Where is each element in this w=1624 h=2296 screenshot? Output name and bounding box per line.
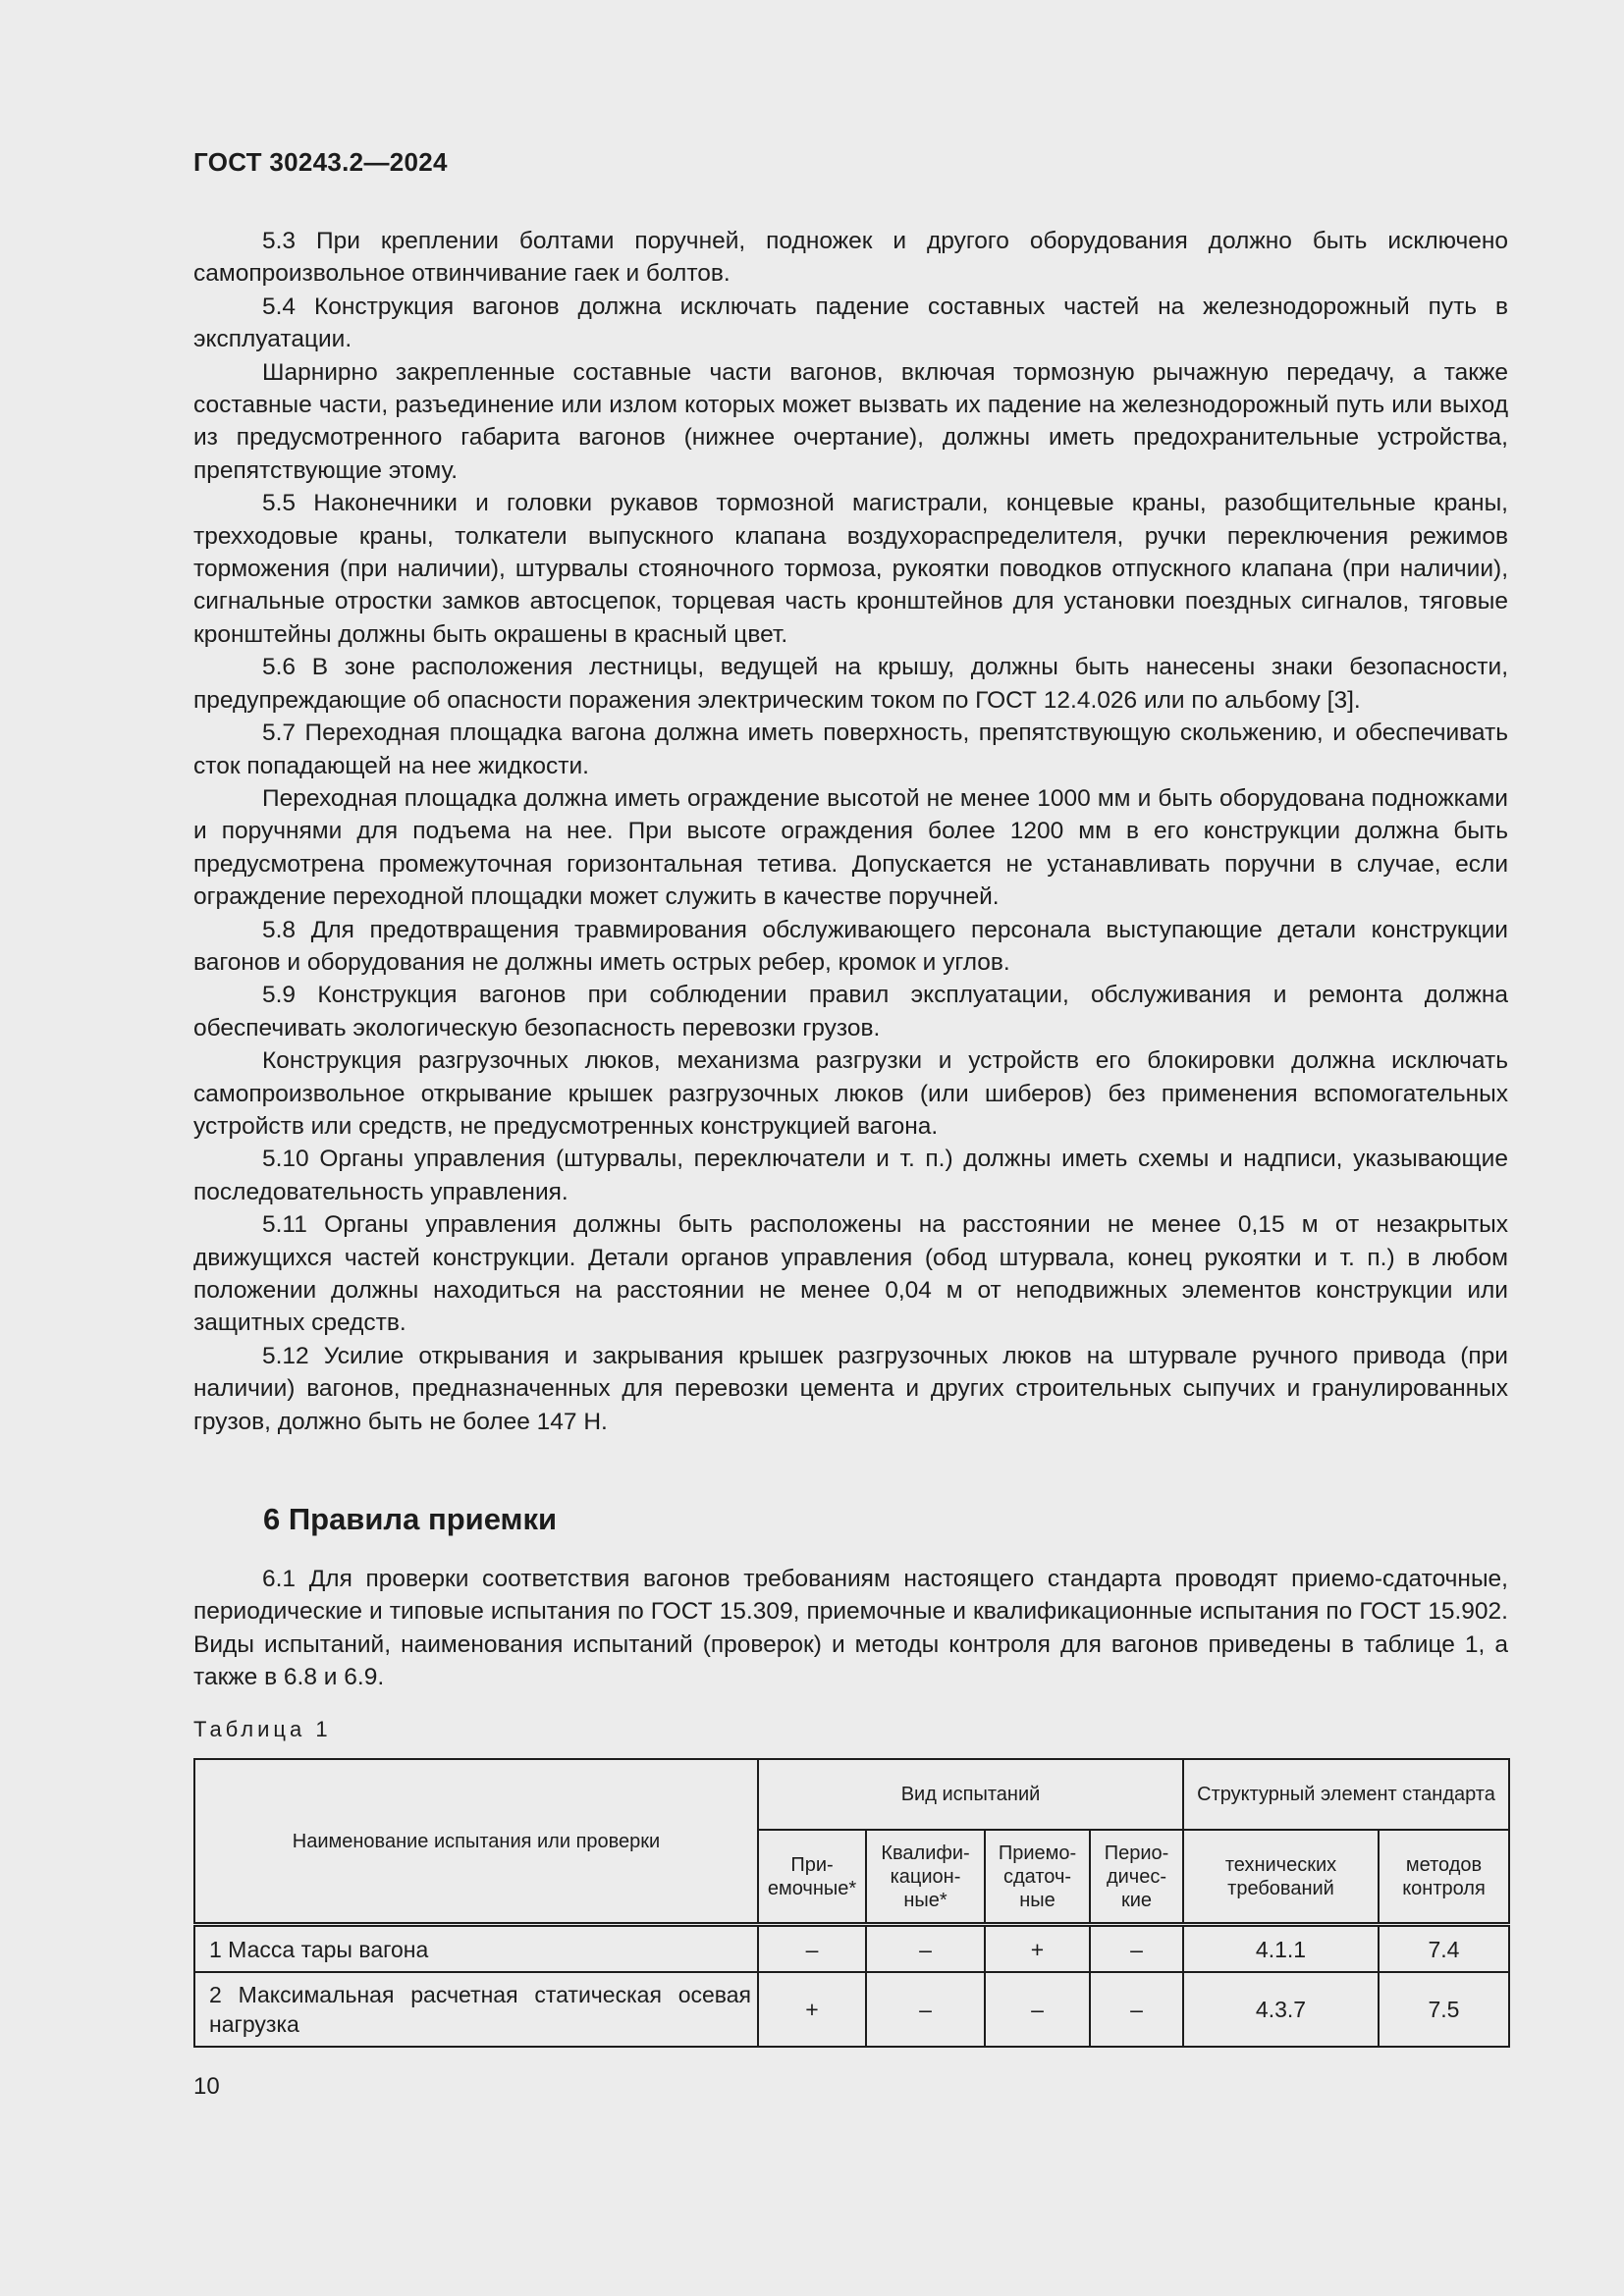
paragraph-5-12: 5.12 Усилие открывания и закрывания крышек разгрузочных люков на штурвале ручного привода (при наличии) вагонов, предназначенных для перевозки цемента и других строительных сыпучих и гранулированных грузов, должно быть не более 147 Н. xyxy=(193,1342,1508,1435)
paragraph-5-7-cont: Переходная площадка должна иметь ограждение высотой не менее 1000 мм и быть оборудована подножками и поручнями для подъема на нее. При высоте ограждения более 1200 мм в его конструкции должна быть предусмотрена промежуточная горизонтальная тетива. Допускается не устанавливать поручни в случае, если ограждение переходной площадки может служить в качестве поручней. xyxy=(193,784,1508,911)
table-cell: – xyxy=(758,1925,866,1973)
paragraph-5-7: 5.7 Переходная площадка вагона должна иметь поверхность, препятствующую скольжению, и обеспечивать сток попадающей на нее жидкости. xyxy=(193,720,1508,779)
document-id-header: ГОСТ 30243.2—2024 xyxy=(193,147,448,177)
header-control-methods: методов контроля xyxy=(1379,1830,1509,1925)
table-cell: 4.1.1 xyxy=(1183,1925,1379,1973)
paragraph-5-9: 5.9 Конструкция вагонов при соблюдении правил эксплуатации, обслуживания и ремонта должна обеспечивать экологическую безопасность перевозки грузов. xyxy=(193,982,1508,1041)
table-cell: 4.3.7 xyxy=(1183,1972,1379,2047)
header-standard-element: Структурный элемент стандарта xyxy=(1183,1759,1509,1830)
paragraph-5-5: 5.5 Наконечники и головки рукавов тормозной магистрали, концевые краны, разобщительные краны, трехходовые краны, толкатели выпускного клапана воздухораспределителя, ручки переключения режимов торможения (при наличии), штурвалы стояночного тормоза, рукоятки поводков отпускного клапана (при наличии), сигнальные отростки замков автосцепок, торцевая часть кронштейнов для установки поездных сигналов, тяговые кронштейны должны быть окрашены в красный цвет. xyxy=(193,490,1508,648)
row-name: 1 Масса тары вагона xyxy=(194,1925,758,1973)
table-cell: + xyxy=(985,1925,1090,1973)
header-technical-requirements: технических требований xyxy=(1183,1830,1379,1925)
header-qualification: Квалифи- кацион- ные* xyxy=(866,1830,985,1925)
table-cell: – xyxy=(866,1972,985,2047)
header-test-name: Наименование испытания или проверки xyxy=(194,1759,758,1925)
paragraph-5-9-cont: Конструкция разгрузочных люков, механизма разгрузки и устройств его блокировки должна исключать самопроизвольное открывание крышек разгрузочных люков (или шиберов) без применения вспомогательных устройств или средств, не предусмотренных конструкцией вагона. xyxy=(193,1047,1508,1140)
paragraph-5-8: 5.8 Для предотвращения травмирования обслуживающего персонала выступающие детали конструкции вагонов и оборудования не должны иметь острых ребер, кромок и углов. xyxy=(193,916,1508,976)
section-6-title: 6 Правила приемки xyxy=(263,1502,558,1536)
table-1 xyxy=(193,1758,1510,2048)
table-caption: Таблица 1 xyxy=(193,1717,332,1741)
row-name: 2 Максимальная расчетная статическая осевая нагрузка xyxy=(194,1972,758,2047)
table-cell: – xyxy=(1090,1972,1183,2047)
table-cell: – xyxy=(985,1972,1090,2047)
table-cell: – xyxy=(866,1925,985,1973)
header-test-types: Вид испытаний xyxy=(758,1759,1183,1830)
paragraph-5-6: 5.6 В зоне расположения лестницы, ведущей на крышу, должны быть нанесены знаки безопасности, предупреждающие об опасности поражения электрическим током по ГОСТ 12.4.026 или по альбому [3]. xyxy=(193,654,1508,714)
table-cell: + xyxy=(758,1972,866,2047)
paragraph-5-10: 5.10 Органы управления (штурвалы, переключатели и т. п.) должны иметь схемы и надписи, указывающие последовательность управления. xyxy=(193,1146,1508,1205)
header-delivery-acceptance: Приемо- сдаточ- ные xyxy=(985,1830,1090,1925)
header-periodic: Перио- дичес- кие xyxy=(1090,1830,1183,1925)
header-acceptance: При- емочные* xyxy=(758,1830,866,1925)
table-cell: 7.5 xyxy=(1379,1972,1509,2047)
section5-body xyxy=(193,225,1508,1438)
paragraph-5-4-cont: Шарнирно закрепленные составные части вагонов, включая тормозную рычажную передачу, а также составные части, разъединение или излом которых может вызвать их падение на железнодорожный путь или выход из предусмотренного габарита вагонов (нижнее очертание), должны иметь предохранительные устройства, препятствующие этому. xyxy=(193,358,1508,484)
paragraph-6-1: 6.1 Для проверки соответствия вагонов требованиям настоящего стандарта проводят приемо-сдаточные, периодические и типовые испытания по ГОСТ 15.309, приемочные и квалификационные испытания по ГОСТ 15.902. Виды испытаний, наименования испытаний (проверок) и методы контроля для вагонов приведены в таблице 1, а также в 6.8 и 6.9. xyxy=(193,1566,1508,1691)
paragraph-5-11: 5.11 Органы управления должны быть расположены на расстоянии не менее 0,15 м от незакрытых движущихся частей конструкции. Детали органов управления (обод штурвала, конец рукоятки и т. п.) в любом положении должны находиться на расстоянии не менее 0,04 м от неподвижных элементов конструкции или защитных средств. xyxy=(193,1211,1508,1337)
paragraph-5-4: 5.4 Конструкция вагонов должна исключать падение составных частей на железнодорожный путь в эксплуатации. xyxy=(193,293,1508,353)
table-cell: 7.4 xyxy=(1379,1925,1509,1973)
section6-body xyxy=(193,1563,1508,1694)
table-row xyxy=(194,1972,1509,2047)
page-number: 10 xyxy=(193,2073,220,2100)
table-cell: – xyxy=(1090,1925,1183,1973)
paragraph-5-3: 5.3 При креплении болтами поручней, подножек и другого оборудования должно быть исключено самопроизвольное отвинчивание гаек и болтов. xyxy=(193,228,1508,288)
table-row xyxy=(194,1925,1509,1973)
